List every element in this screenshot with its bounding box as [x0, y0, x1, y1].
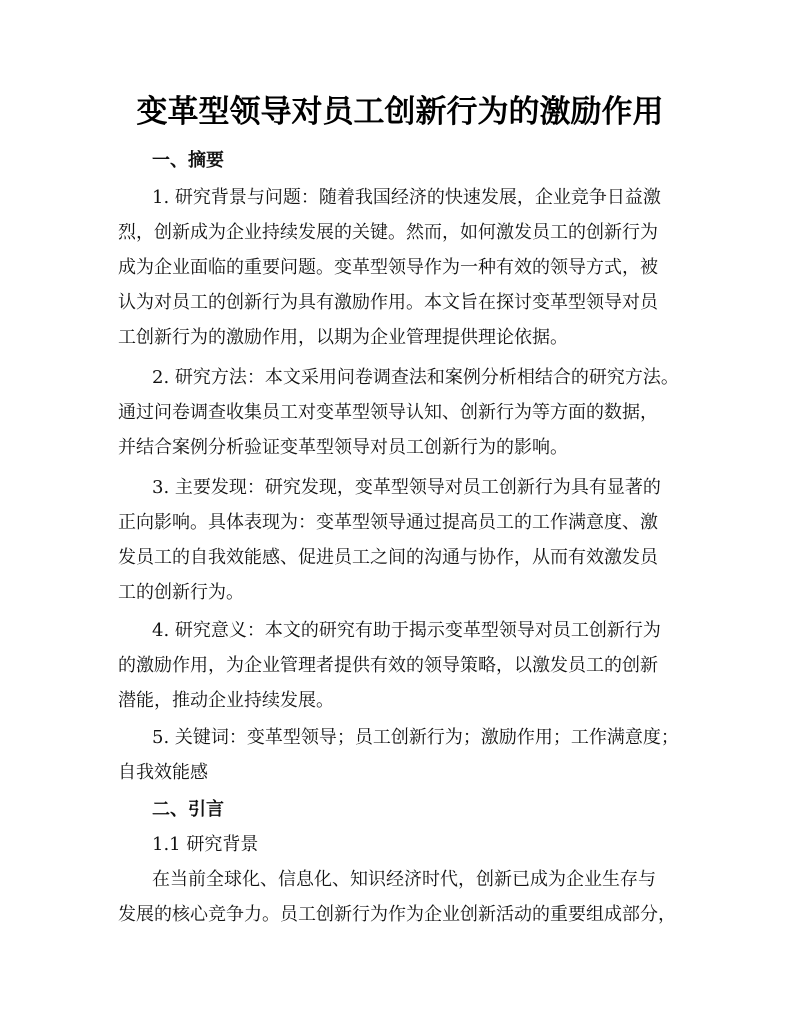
abstract-p3-line-3: 发员工的自我效能感、促进员工之间的沟通与协作，从而有效激发员 [118, 547, 658, 568]
intro-line-1: 在当前全球化、信息化、知识经济时代，创新已成为企业生存与 [152, 869, 656, 890]
abstract-p4-line-3: 潜能，推动企业持续发展。 [118, 690, 334, 711]
abstract-p2-line-2: 通过问卷调查收集员工对变革型领导认知、创新行为等方面的数据， [118, 402, 658, 423]
abstract-p3-line-2: 正向影响。具体表现为：变革型领导通过提高员工的工作满意度、激 [118, 512, 658, 533]
abstract-p2-line-3: 并结合案例分析验证变革型领导对员工创新行为的影响。 [118, 437, 568, 458]
abstract-p3-line-1: 3. 主要发现：研究发现，变革型领导对员工创新行为具有显著的 [152, 477, 661, 498]
abstract-p1-line-4: 认为对员工的创新行为具有激励作用。本文旨在探讨变革型领导对员 [118, 292, 658, 313]
abstract-p1-line-1: 1. 研究背景与问题：随着我国经济的快速发展，企业竞争日益激 [152, 187, 661, 208]
abstract-p1-line-2: 烈，创新成为企业持续发展的关键。然而，如何激发员工的创新行为 [118, 222, 658, 243]
section-heading-intro: 二、引言 [152, 799, 224, 820]
subsection-heading-1-1: 1.1 研究背景 [152, 834, 259, 855]
abstract-p4-line-1: 4. 研究意义：本文的研究有助于揭示变革型领导对员工创新行为 [152, 620, 661, 641]
abstract-p5-line-2: 自我效能感 [118, 762, 208, 783]
abstract-p5-line-1: 5. 关键词：变革型领导；员工创新行为；激励作用；工作满意度； [152, 727, 679, 748]
abstract-p3-line-4: 工的创新行为。 [118, 582, 244, 603]
abstract-p4-line-2: 的激励作用，为企业管理者提供有效的领导策略，以激发员工的创新 [118, 655, 658, 676]
section-heading-abstract: 一、摘要 [152, 150, 224, 171]
abstract-p1-line-5: 工创新行为的激励作用，以期为企业管理提供理论依据。 [118, 327, 568, 348]
abstract-p1-line-3: 成为企业面临的重要问题。变革型领导作为一种有效的领导方式，被 [118, 257, 658, 278]
abstract-p2-line-1: 2. 研究方法：本文采用问卷调查法和案例分析相结合的研究方法。 [152, 367, 679, 388]
intro-line-2: 发展的核心竞争力。员工创新行为作为企业创新活动的重要组成部分， [118, 904, 676, 925]
document-title: 变革型领导对员工创新行为的激励作用 [136, 94, 664, 130]
